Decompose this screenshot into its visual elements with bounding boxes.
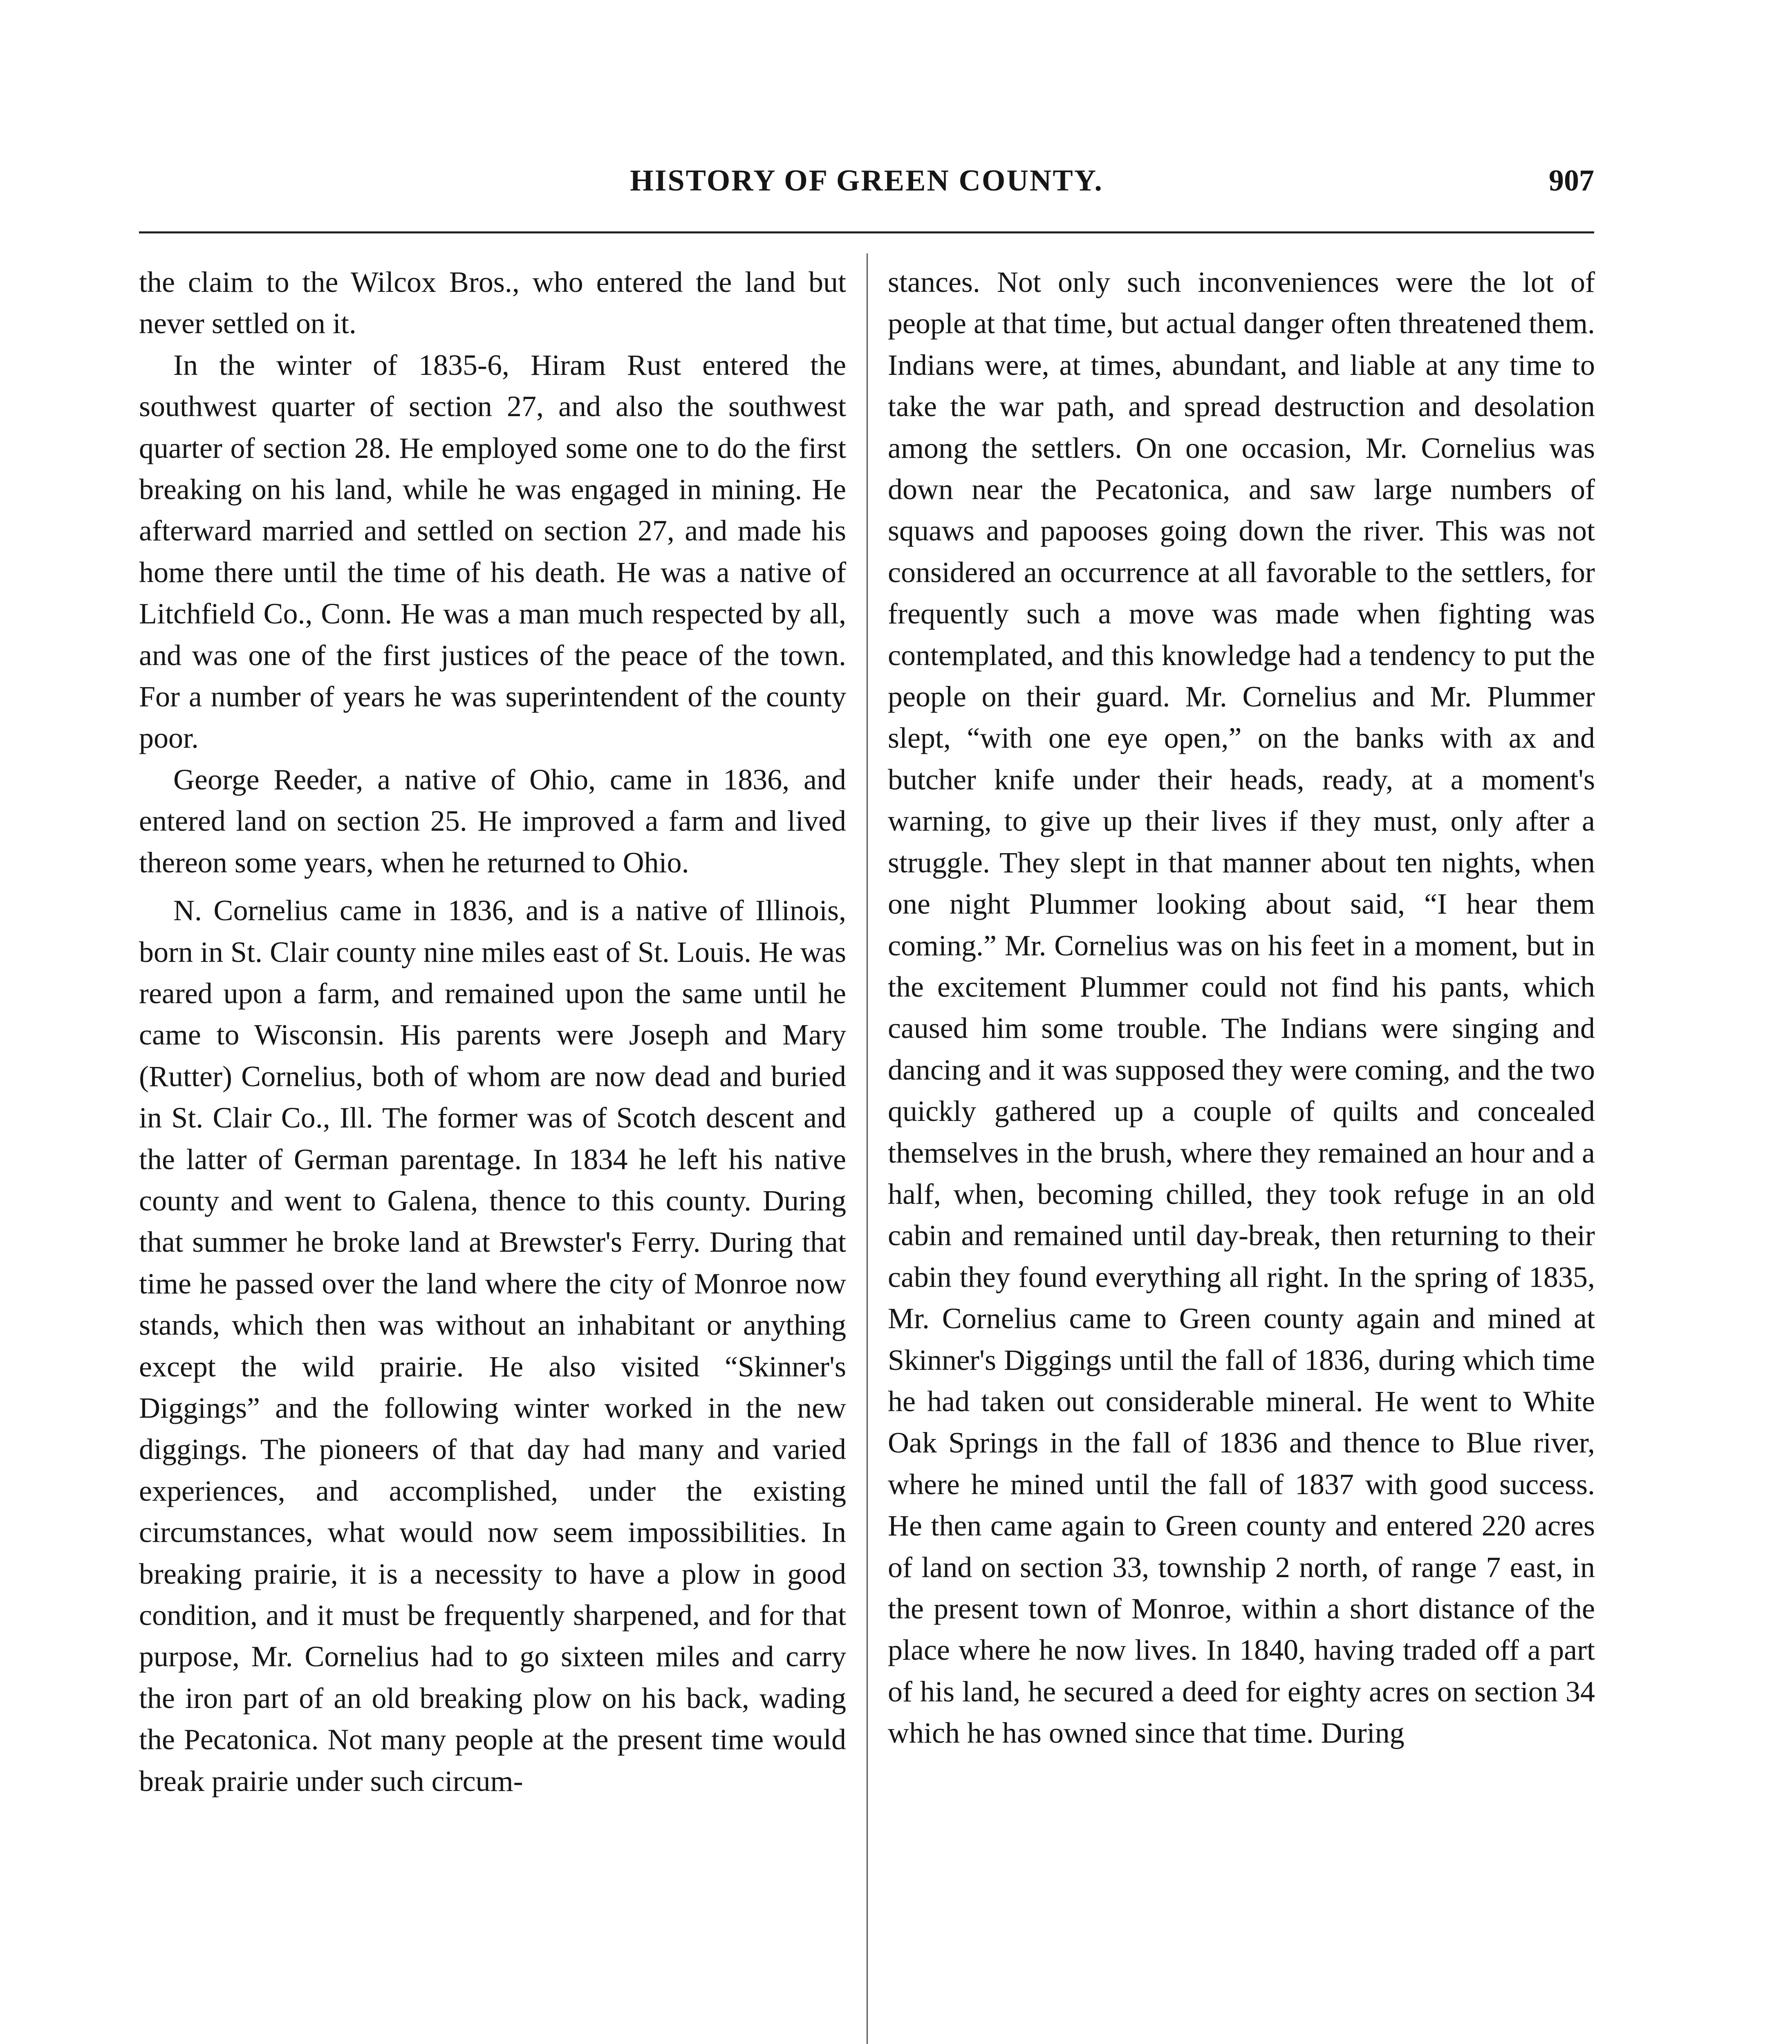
paragraph: the claim to the Wilcox Bros., who entered the land but never settled on it.	[139, 266, 846, 340]
paragraph: stances. Not only such inconveniences were the lot of people at that time, but actual danger often threatened them. Indians were, at times, abundant, and liable at any time to take the war path, and spread destruction and desolation among the settlers. On one occasion, Mr. Cornelius was down near the Pecatonica, and saw large numbers of squaws and papooses going down the river. This was not considered an occurrence at all favorable to the settlers, for frequently such a move was made when fighting was contemplated, and this knowledge had a tendency to put the people on their guard. Mr. Cornelius and Mr. Plummer slept, “with one eye open,” on the banks with ax and butcher knife under their heads, ready, at a moment's warning, to give up their lives if they must, only after a struggle. They slept in that manner about ten nights, when one night Plummer looking about said, “I hear them coming.” Mr. Cornelius was on his feet in a moment, but in the excitement Plummer could not find his pants, which caused him some trouble. The Indians were singing and dancing and it was supposed they were coming, and the two quickly gathered up a couple of quilts and concealed themselves in the brush, where they remained an hour and a half, when, becoming chilled, they took refuge in an old cabin and remained until day-break, then returning to their cabin they found everything all right. In the spring of 1835, Mr. Cornelius came to Green county again and mined at Skinner's Diggings until the fall of 1836, during which time he had taken out considerable mineral. He went to White Oak Springs in the fall of 1836 and thence to Blue river, where he mined until the fall of 1837 with good success. He then came again to Green county and entered 220 acres of land on section 33, township 2 north, of range 7 east, in the present town of Monroe, within a short distance of the place where he now lives. In 1840, having traded off a part of his land, he secured a deed for eighty acres on section 34 which he has owned since that time. During	[888, 266, 1595, 1750]
left-column	[139, 262, 846, 2044]
paragraph: N. Cornelius came in 1836, and is a native of Illinois, born in St. Clair county nine miles east of St. Louis. He was reared upon a farm, and remained upon the same until he came to Wisconsin. His parents were Joseph and Mary (Rutter) Cornelius, both of whom are now dead and buried in St. Clair Co., Ill. The former was of Scotch descent and the latter of German parentage. In 1834 he left his native county and went to Galena, thence to this county. During that summer he broke land at Brewster's Ferry. During that time he passed over the land where the city of Monroe now stands, which then was without an inhabitant or anything except the wild prairie. He also visited “Skinner's Diggings” and the following winter worked in the new diggings. The pioneers of that day had many and varied experiences, and accomplished, under the existing circumstances, what would now seem impossibilities. In breaking prairie, it is a necessity to have a plow in good condition, and it must be frequently sharpened, and for that purpose, Mr. Cornelius had to go sixteen miles and carry the iron part of an old breaking plow on his back, wading the Pecatonica. Not many people at the present time would break prairie under such circum-	[139, 894, 846, 1797]
page-number: 907	[1549, 164, 1594, 197]
right-column	[888, 262, 1595, 2044]
paragraph: In the winter of 1835-6, Hiram Rust entered the southwest quarter of section 27, and also the southwest quarter of section 28. He employed some one to do the first breaking on his land, while he was engaged in mining. He afterward married and settled on section 27, and made his home there until the time of his death. He was a native of Litchfield Co., Conn. He was a man much respected by all, and was one of the first justices of the peace of the town. For a number of years he was superintendent of the county poor.	[139, 348, 846, 755]
running-header	[139, 164, 1594, 213]
paragraph: George Reeder, a native of Ohio, came in 1836, and entered land on section 25. He improved a farm and lived thereon some years, when he returned to Ohio.	[139, 763, 846, 879]
column-divider	[867, 253, 868, 2044]
header-rule	[139, 231, 1594, 233]
page-title: HISTORY OF GREEN COUNTY.	[630, 164, 1103, 197]
